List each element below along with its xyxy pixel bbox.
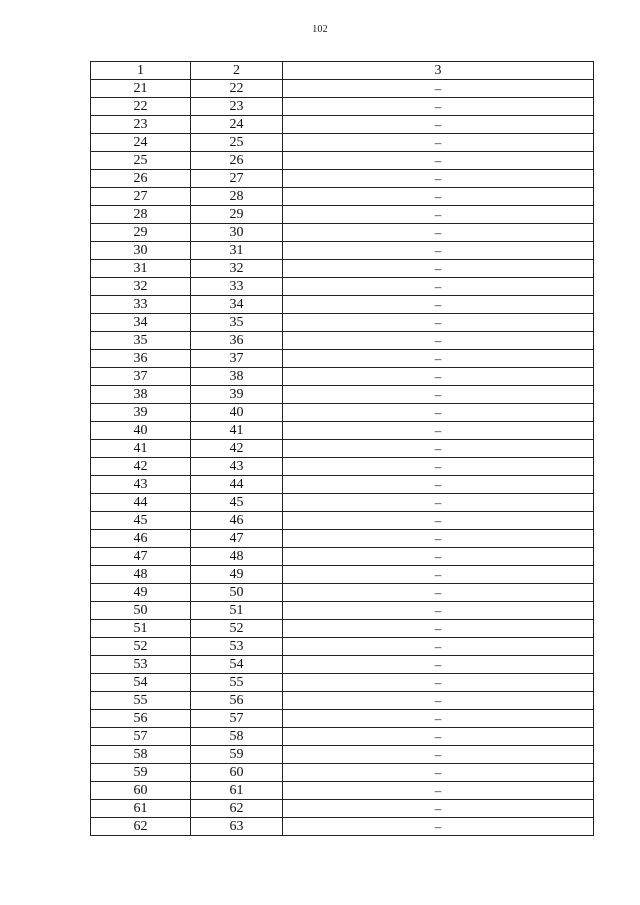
table-row [91,566,594,584]
table-row [91,170,594,188]
table-cell-col-1: 36 [91,350,191,368]
table-row [91,314,594,332]
table-cell-col-2: 60 [191,764,283,782]
table-row [91,422,594,440]
table-row [91,746,594,764]
table-row [91,584,594,602]
table-cell-col-1: 26 [91,170,191,188]
table-cell-col-2: 32 [191,260,283,278]
table-cell-col-3: – [283,674,594,692]
table-row [91,548,594,566]
table-row [91,278,594,296]
table-cell-col-2: 44 [191,476,283,494]
table-cell-col-1: 55 [91,692,191,710]
table-cell-col-2: 47 [191,530,283,548]
table-cell-col-3: – [283,656,594,674]
table-cell-col-1: 58 [91,746,191,764]
table-row [91,440,594,458]
table-cell-col-3: – [283,764,594,782]
table-cell-col-3: – [283,512,594,530]
table-cell-col-3: – [283,584,594,602]
table-cell-col-1: 41 [91,440,191,458]
table-cell-col-1: 53 [91,656,191,674]
table-cell-col-2: 63 [191,818,283,836]
table-row [91,242,594,260]
table-cell-col-3: – [283,80,594,98]
table-row [91,98,594,116]
table-cell-col-3: – [283,494,594,512]
table-cell-col-1: 62 [91,818,191,836]
table-row [91,476,594,494]
column-header-3: 3 [283,62,594,80]
table-cell-col-2: 30 [191,224,283,242]
table-cell-col-1: 38 [91,386,191,404]
table-row [91,80,594,98]
table-cell-col-1: 23 [91,116,191,134]
table-cell-col-1: 56 [91,710,191,728]
table-row [91,296,594,314]
table-cell-col-2: 22 [191,80,283,98]
table-cell-col-2: 39 [191,386,283,404]
table-cell-col-1: 59 [91,764,191,782]
table-cell-col-1: 33 [91,296,191,314]
table-cell-col-3: – [283,440,594,458]
table-row [91,116,594,134]
table-cell-col-2: 31 [191,242,283,260]
table-cell-col-2: 41 [191,422,283,440]
table-cell-col-2: 35 [191,314,283,332]
table-cell-col-3: – [283,170,594,188]
table-cell-col-3: – [283,710,594,728]
table-cell-col-2: 42 [191,440,283,458]
table-cell-col-2: 45 [191,494,283,512]
table-row [91,710,594,728]
table-row [91,404,594,422]
table-cell-col-3: – [283,530,594,548]
table-row [91,674,594,692]
table-cell-col-3: – [283,422,594,440]
table-cell-col-3: – [283,98,594,116]
table-cell-col-3: – [283,566,594,584]
table-cell-col-3: – [283,638,594,656]
table-cell-col-2: 40 [191,404,283,422]
table-cell-col-3: – [283,224,594,242]
table-cell-col-2: 52 [191,620,283,638]
table-cell-col-3: – [283,332,594,350]
table-cell-col-3: – [283,152,594,170]
table-cell-col-2: 29 [191,206,283,224]
table-cell-col-1: 30 [91,242,191,260]
table-cell-col-1: 47 [91,548,191,566]
table-cell-col-1: 22 [91,98,191,116]
table-row [91,386,594,404]
table-cell-col-1: 42 [91,458,191,476]
table-cell-col-2: 55 [191,674,283,692]
table-cell-col-3: – [283,206,594,224]
table-cell-col-2: 62 [191,800,283,818]
table-cell-col-1: 43 [91,476,191,494]
table-row [91,494,594,512]
table-body [91,80,594,836]
table-cell-col-2: 24 [191,116,283,134]
table-cell-col-1: 37 [91,368,191,386]
table-row [91,620,594,638]
table-row [91,800,594,818]
table-cell-col-2: 61 [191,782,283,800]
table-cell-col-1: 31 [91,260,191,278]
page-number: 102 [312,24,328,35]
table-cell-col-3: – [283,368,594,386]
table-cell-col-2: 25 [191,134,283,152]
table-cell-col-2: 28 [191,188,283,206]
table-row [91,512,594,530]
table-cell-col-2: 54 [191,656,283,674]
table-cell-col-1: 45 [91,512,191,530]
table-cell-col-3: – [283,278,594,296]
table-cell-col-1: 28 [91,206,191,224]
table-cell-col-1: 25 [91,152,191,170]
table-cell-col-2: 46 [191,512,283,530]
table-cell-col-2: 43 [191,458,283,476]
table-cell-col-2: 59 [191,746,283,764]
table-cell-col-1: 21 [91,80,191,98]
table-row [91,458,594,476]
table-row [91,638,594,656]
table-cell-col-3: – [283,620,594,638]
table-cell-col-1: 24 [91,134,191,152]
table-cell-col-2: 57 [191,710,283,728]
table-cell-col-2: 58 [191,728,283,746]
table-row [91,188,594,206]
table-cell-col-2: 48 [191,548,283,566]
table-cell-col-3: – [283,386,594,404]
table-cell-col-1: 40 [91,422,191,440]
table-row [91,260,594,278]
table-cell-col-1: 34 [91,314,191,332]
table-cell-col-1: 27 [91,188,191,206]
table-row [91,134,594,152]
table-cell-col-1: 60 [91,782,191,800]
table-cell-col-2: 53 [191,638,283,656]
table-cell-col-1: 50 [91,602,191,620]
table-cell-col-2: 26 [191,152,283,170]
table-cell-col-3: – [283,602,594,620]
table-cell-col-1: 35 [91,332,191,350]
table-cell-col-2: 37 [191,350,283,368]
table-cell-col-3: – [283,800,594,818]
data-table [90,61,594,836]
table-cell-col-3: – [283,188,594,206]
table-cell-col-3: – [283,818,594,836]
table-row [91,332,594,350]
table-cell-col-2: 56 [191,692,283,710]
table-row [91,728,594,746]
table-cell-col-2: 23 [191,98,283,116]
table-cell-col-1: 39 [91,404,191,422]
table-cell-col-2: 36 [191,332,283,350]
table-cell-col-3: – [283,548,594,566]
table-cell-col-2: 34 [191,296,283,314]
table-cell-col-3: – [283,782,594,800]
table-cell-col-3: – [283,728,594,746]
table-cell-col-3: – [283,260,594,278]
table-row [91,152,594,170]
table-cell-col-3: – [283,692,594,710]
table-row [91,692,594,710]
table-cell-col-2: 49 [191,566,283,584]
table-cell-col-2: 38 [191,368,283,386]
table-row [91,368,594,386]
table-row [91,818,594,836]
table-cell-col-3: – [283,242,594,260]
table-row [91,530,594,548]
table-row [91,656,594,674]
table-cell-col-2: 51 [191,602,283,620]
table-cell-col-3: – [283,350,594,368]
table-cell-col-1: 49 [91,584,191,602]
column-header-2: 2 [191,62,283,80]
table-cell-col-1: 32 [91,278,191,296]
table-row [91,602,594,620]
table-cell-col-3: – [283,458,594,476]
table-cell-col-2: 27 [191,170,283,188]
column-header-1: 1 [91,62,191,80]
table-row [91,224,594,242]
table-cell-col-1: 57 [91,728,191,746]
table-row [91,764,594,782]
table-row [91,782,594,800]
table-cell-col-1: 51 [91,620,191,638]
table-cell-col-3: – [283,296,594,314]
table-cell-col-3: – [283,134,594,152]
table-cell-col-1: 46 [91,530,191,548]
table-cell-col-3: – [283,404,594,422]
table-cell-col-1: 54 [91,674,191,692]
table-header-row [91,62,594,80]
table-row [91,206,594,224]
table-cell-col-3: – [283,476,594,494]
table-cell-col-1: 52 [91,638,191,656]
table-cell-col-1: 61 [91,800,191,818]
table-cell-col-1: 29 [91,224,191,242]
table-cell-col-2: 50 [191,584,283,602]
table-row [91,350,594,368]
table-cell-col-1: 48 [91,566,191,584]
table-cell-col-3: – [283,116,594,134]
table-cell-col-3: – [283,746,594,764]
table-cell-col-2: 33 [191,278,283,296]
table-cell-col-1: 44 [91,494,191,512]
table-cell-col-3: – [283,314,594,332]
